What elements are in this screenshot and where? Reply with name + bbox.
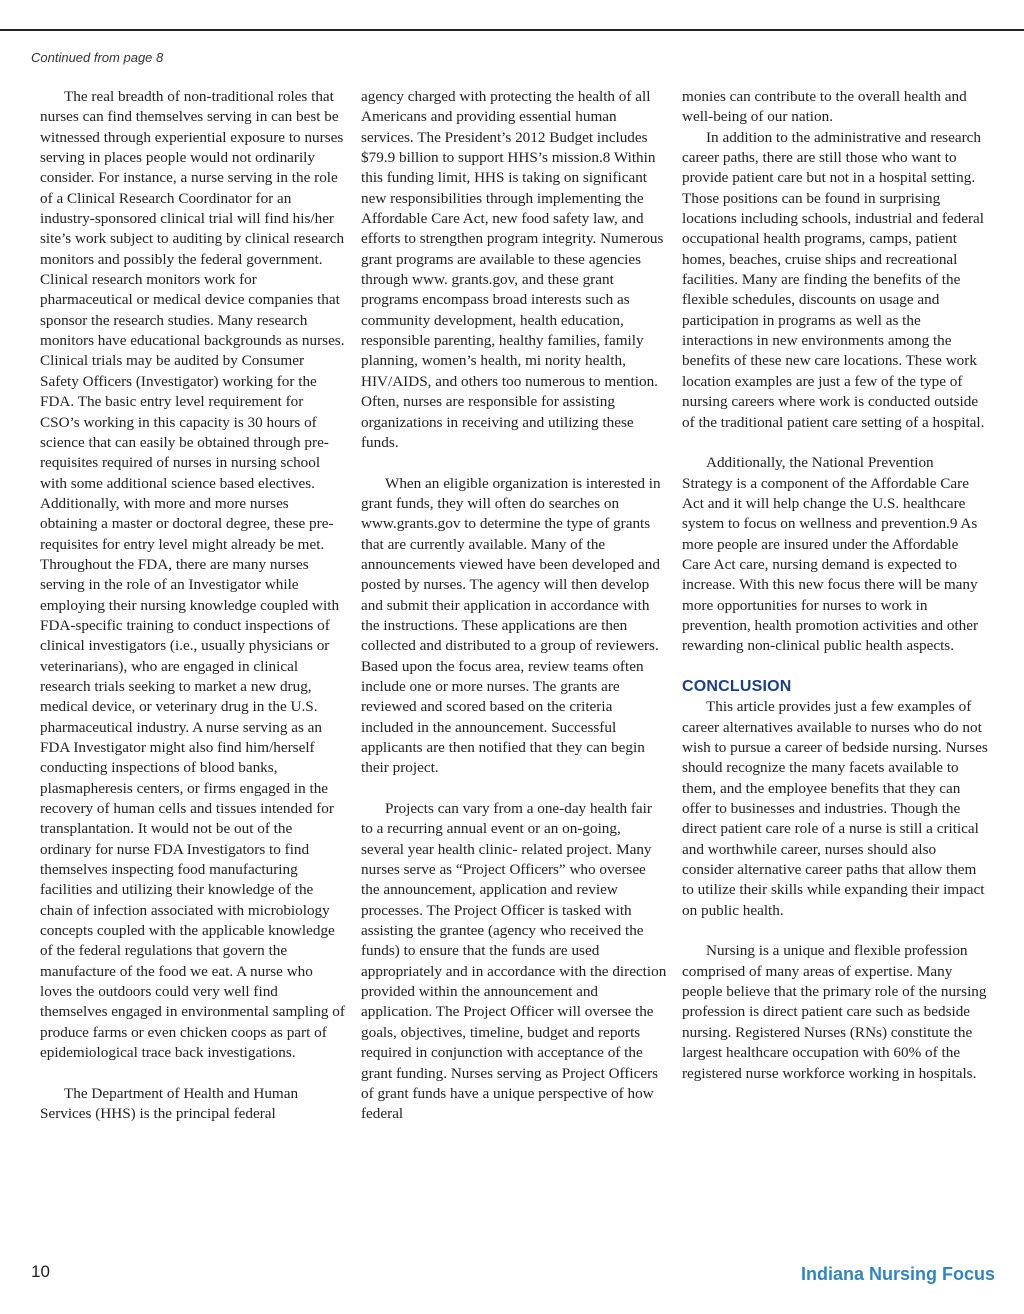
paragraph: The real breadth of non-traditional roles that nurses can find themselves serving in can best be witnessed through experiential exposure to nurses serving in places people would not ordinarily consider. For instance, a nurse serving in the role of a Clinical Research Coordinator for an industry-sponsored clinical trial will find his/her site’s work subject to auditing by clinical research monitors and possibly the federal government. Clinical research monitors work for pharmaceutical or medical device companies that sponsor the research studies. Many research monitors have educational backgrounds as nurses. Clinical trials may be audited by Consumer Safety Officers (Investigator) working for the FDA. The basic entry level requirement for CSO’s working in this capacity is 30 hours of science that can easily be obtained through pre-requisites required of nurses in nursing school with some additional science based electives. Additionally, with more and more nurses obtaining a master or doctoral degree, these pre-requisites for entry level might already be met. Throughout the FDA, there are many nurses serving in the role of an Investigator while employing their nursing knowledge coupled with FDA-specific training to conduct inspections of clinical investigators (i.e., usually physicians or veterinarians), who are engaged in clinical research trials seeking to market a new drug, medical device, or veterinary drug in the U.S. pharmaceutical industry. A nurse serving as an FDA Investigator might also find him/herself conducting inspections of blood banks, plasmapheresis centers, or firms engaged in the recovery of human cells and tissues intended for transplantation. It would not be out of the ordinary for nurse FDA Investigators to find themselves inspecting food manufacturing facilities and utilizing their knowledge of the chain of infection associated with microbiology concepts coupled with the applicable knowledge of the federal regulations that govern the manufacture of the food we eat. A nurse who loves the outdoors could very well find themselves engaged in environmental sampling of produce farms or even chicken coops as part of epidemiological trace back investigations. (40, 88, 345, 1062)
paragraph-gap (361, 453, 667, 473)
paragraph: This article provides just a few examples of career alternatives available to nurses who do not wish to pursue a career of bedside nursing. Nurses should recognize the many facets available to them, and the employee benefits that they can offer to businesses and industries. Though the direct patient care role of a nurse is still a critical and worthwhile career, nurses should also consider alternative career paths that allow them to utilize their skills while expanding their impact on public health. (682, 698, 988, 919)
column-3 (682, 87, 988, 1084)
paragraph-gap (682, 433, 988, 453)
page-number: 10 (31, 1262, 50, 1281)
continued-note: Continued from page 8 (31, 50, 164, 65)
paragraph: monies can contribute to the overall health and well-being of our nation. (682, 88, 967, 126)
paragraph: When an eligible organization is interested in grant funds, they will often do searches on www.grants.gov to determine the type of grants that are currently available. Many of the announcements viewed have been developed and posted by nurses. The agency will then develop and submit their application in accordance with the instructions. These applications are then collected and distributed to a group of reviewers. Based upon the focus area, review teams often include one or more nurses. The grants are reviewed and scored based on the criteria included in the announcement. Successful applicants are then notified that they can begin their project. (361, 474, 661, 777)
paragraph-gap (682, 921, 988, 941)
paragraph-gap (682, 657, 988, 677)
paragraph-gap (40, 1064, 346, 1084)
paragraph: agency charged with protecting the health of all Americans and providing essential human services. The President’s 2012 Budget includes $79.9 billion to support HHS’s mission.8 Within this funding limit, HHS is taking on significant new responsibilities through implementing the Affordable Care Act, new food safety law, and efforts to strengthen program integrity. Numerous grant programs are available to these agencies through www. grants.gov, and these grant programs encompass broad interests such as community development, health education, responsible parenting, healthy families, family planning, women’s health, mi nority health, HIV/AIDS, and others too numerous to mention. Often, nurses are responsible for assisting organizations in receiving and utilizing these funds. (361, 88, 664, 451)
paragraph: Additionally, the National Prevention Strategy is a component of the Affordable Care Act and it will help change the U.S. healthcare system to focus on wellness and prevention.9 As more people are insured under the Affordable Care Act care, nursing demand is expected to increase. With this new focus there will be many more opportunities for nurses to work in prevention, health promotion activities and other rewarding non-clinical public health aspects. (682, 454, 979, 655)
paragraph: Nursing is a unique and flexible profession comprised of many areas of expertise. Many people believe that the primary role of the nursing profession is direct patient care such as bedside nursing. Registered Nurses (RNs) constitute the largest healthcare occupation with 60% of the registered nurse workforce working in hospitals. (682, 942, 987, 1082)
column-2 (361, 87, 667, 1125)
paragraph: In addition to the administrative and research career paths, there are still those who want to provide patient care but not in a hospital setting. Those positions can be found in surprising locations including schools, industrial and federal occupational health programs, camps, patient homes, beaches, cruise ships and recreational facilities. Many are finding the benefits of the flexible schedules, discounts on usage and participation in programs as well as the interactions in new environments among the benefits of these new care locations. These work location examples are just a few of the type of nursing careers where work is conducted outside of the traditional patient care setting of a hospital. (682, 128, 985, 431)
conclusion-heading: CONCLUSION (682, 677, 792, 695)
publication-title: Indiana Nursing Focus (800, 1264, 995, 1284)
paragraph-gap (361, 779, 667, 799)
paragraph: Projects can vary from a one-day health fair to a recurring annual event or an on-going, several year health clinic- related project. Many nurses serve as “Project Officers” who oversee the announcement, application and review processes. The Project Officer is tasked with assisting the grantee (agency who received the funds) to ensure that the funds are used appropriately and in accordance with the direction provided within the announcement and application. The Project Officer will oversee the goals, objectives, timeline, budget and reports required in conjunction with acceptance of the grant funding. Nurses serving as Project Officers of grant funds have a unique perspective of how federal (361, 800, 667, 1123)
top-rule (0, 29, 1024, 31)
paragraph: The Department of Health and Human Services (HHS) is the principal federal (40, 1084, 299, 1123)
column-1 (40, 87, 346, 1125)
